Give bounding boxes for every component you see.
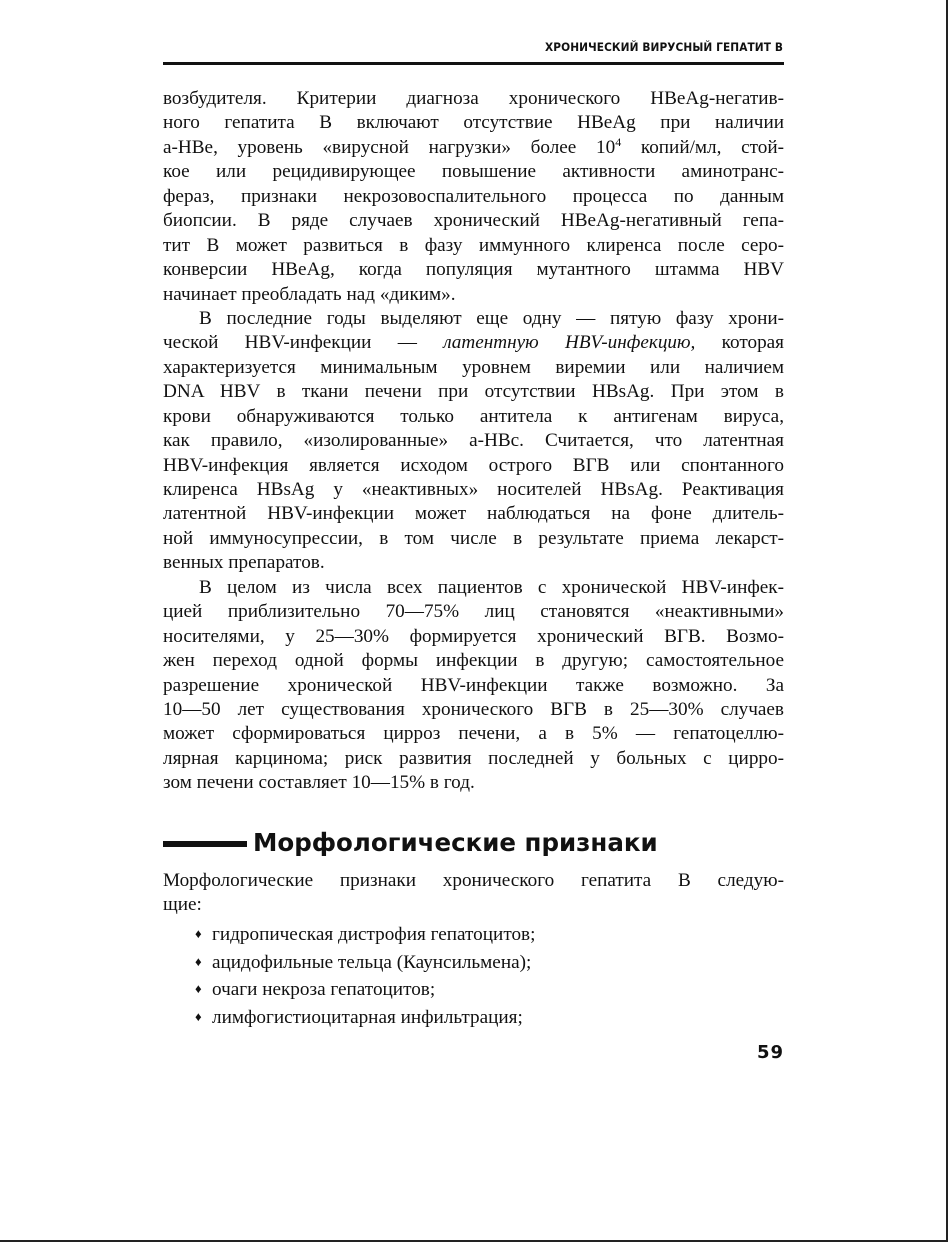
text-line: цией приблизительно 70—75% лиц становятся «неактивными»	[163, 601, 784, 623]
page-number: 59	[756, 1042, 784, 1063]
text-line: характеризуется минимальным уровнем виремии или наличием	[163, 356, 784, 378]
list-item	[195, 1004, 775, 1032]
section-title: Морфологические признаки	[253, 828, 658, 857]
text-line: DNA HBV в ткани печени при отсутствии HBsAg. При этом в	[163, 381, 784, 403]
text-line: HBV-инфекция является исходом острого ВГВ или спонтанного	[163, 454, 784, 476]
text-line: крови обнаруживаются только антитела к антигенам вируса,	[163, 405, 784, 427]
text-line: щие:	[163, 894, 202, 916]
text-line: венных препаратов.	[163, 552, 325, 574]
text-line: разрешение хронической HBV-инфекции также возможно. За	[163, 674, 784, 696]
section-heading-bar	[163, 841, 247, 847]
list-item	[195, 976, 775, 1004]
text-line: ной иммуносупрессии, в том числе в результате приема лекарст-	[163, 527, 784, 549]
text-line: может сформироваться цирроз печени, а в 5% — гепатоцеллю-	[163, 723, 784, 745]
diamond-bullet-icon: ♦	[195, 981, 202, 997]
diamond-bullet-icon: ♦	[195, 926, 202, 941]
text-line: как правило, «изолированные» a-HBc. Считается, что латентная	[163, 430, 784, 452]
text-line: жен переход одной формы инфекции в другую; самостоятельное	[163, 650, 784, 672]
list-item-text: лимфогистиоцитарная инфильтрация;	[212, 1006, 523, 1028]
text-line: зом печени составляет 10—15% в год.	[163, 772, 475, 794]
diamond-bullet-icon: ♦	[195, 953, 202, 969]
running-head: ХРОНИЧЕСКИЙ ВИРУСНЫЙ ГЕПАТИТ В	[545, 40, 783, 54]
text-fragment: которая	[695, 332, 784, 354]
text-line: В последние годы выделяют еще одну — пятую фазу хрони-	[199, 307, 784, 329]
list-item	[195, 949, 775, 977]
text-line: ного гепатита В включают отсутствие HBeAg при наличии	[163, 112, 784, 134]
text-fragment: копий/мл, стой-	[621, 136, 784, 158]
text-line: лярная карцинома; риск развития последней у больных с цирро-	[163, 747, 784, 769]
text-line: фераз, признаки некрозовоспалительного процесса по данным	[163, 185, 784, 207]
list-item	[195, 921, 775, 949]
text-line: латентной HBV-инфекции может наблюдаться на фоне длитель-	[163, 503, 784, 525]
text-line: начинает преобладать над «диким».	[163, 283, 456, 305]
text-line: кое или рецидивирующее повышение активности аминотранс-	[163, 161, 784, 183]
text-line: Морфологические признаки хронического гепатита В следую-	[163, 870, 784, 891]
text-line: биопсии. В ряде случаев хронический HBeAg-негативный гепа-	[163, 210, 784, 232]
section-intro	[163, 869, 784, 918]
text-line: В целом из числа всех пациентов с хронической HBV-инфек-	[199, 576, 784, 598]
diamond-bullet-icon: ♦	[195, 1008, 202, 1024]
running-head-rule	[163, 62, 784, 65]
section-heading	[163, 827, 784, 859]
superscript: 4	[615, 134, 622, 149]
main-text	[163, 87, 784, 796]
list-item-text: ацидофильные тельца (Каунсильмена);	[212, 951, 532, 973]
list-item-text: очаги некроза гепатоцитов;	[212, 979, 436, 1001]
text-line	[163, 136, 784, 160]
text-line	[163, 331, 784, 355]
text-line: носителями, у 25—30% формируется хронический ВГВ. Возмо-	[163, 625, 784, 647]
text-fragment: a-HBe, уровень «вирусной нагрузки» более 10	[163, 136, 616, 158]
text-line: конверсии HBeAg, когда популяция мутантного штамма HBV	[163, 259, 784, 281]
text-line: 10—50 лет существования хронического ВГВ в 25—30% случаев	[163, 698, 784, 720]
text-line: клиренса HBsAg у «неактивных» носителей HBsAg. Реактивация	[163, 479, 784, 500]
text-line: возбудителя. Критерии диагноза хронического HBeAg-негатив-	[163, 88, 784, 109]
bullet-list	[195, 921, 775, 1031]
text-line: тит В может развиться в фазу иммунного клиренса после серо-	[163, 234, 784, 256]
emphasis-term: латентную HBV-инфекцию,	[443, 332, 696, 354]
text-fragment: ческой HBV-инфекции —	[163, 332, 444, 354]
list-item-text: гидропическая дистрофия гепатоцитов;	[212, 924, 536, 945]
